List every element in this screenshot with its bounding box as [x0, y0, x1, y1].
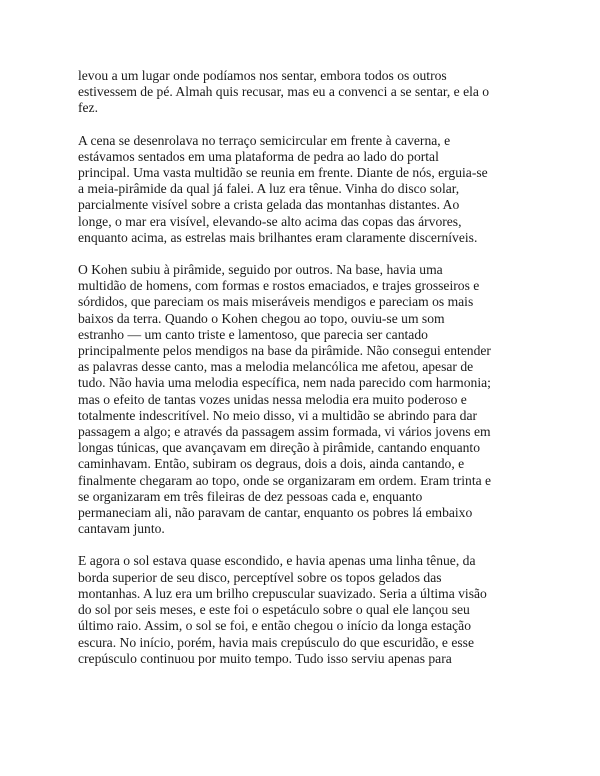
body-text: [78, 68, 538, 683]
text-line: escura. No início, porém, havia mais crepúsculo do que escuridão, e esse: [78, 634, 474, 650]
text-line: parcialmente visível sobre a crista gelada das montanhas distantes. Ao: [78, 197, 460, 213]
text-line: longe, o mar era visível, elevando-se alto acima das copas das árvores,: [78, 213, 462, 229]
text-line: O Kohen subiu à pirâmide, seguido por outros. Na base, havia uma: [78, 262, 443, 278]
paragraph-1: [78, 68, 538, 117]
text-line: levou a um lugar onde podíamos nos sentar, embora todos os outros: [78, 68, 447, 83]
text-line: finalmente chegaram ao topo, onde se organizaram em ordem. Eram trinta e: [78, 472, 492, 488]
text-line: E agora o sol estava quase escondido, e havia apenas uma linha tênue, da: [78, 553, 476, 569]
text-line: montanhas. A luz era um brilho crepuscular suavizado. Seria a última visão: [78, 585, 487, 601]
text-line: estávamos sentados em uma plataforma de pedra ao lado do portal: [78, 148, 439, 164]
text-line: enquanto acima, as estrelas mais brilhantes eram claramente discerníveis.: [78, 229, 478, 245]
paragraph-3: [78, 262, 538, 537]
text-line: último raio. Assim, o sol se foi, e então chegou o início da longa estação: [78, 618, 471, 634]
text-line: sórdidos, que pareciam os mais miseráveis mendigos e pareciam os mais: [78, 294, 474, 310]
text-line: multidão de homens, com formas e rostos emaciados, e trajes grosseiros e: [78, 278, 480, 294]
text-line: tudo. Não havia uma melodia específica, nem nada parecido com harmonia;: [78, 375, 491, 391]
text-line: A cena se desenrolava no terraço semicircular em frente à caverna, e: [78, 132, 451, 148]
text-line: baixos da terra. Quando o Kohen chegou ao topo, ouviu-se um som: [78, 310, 445, 326]
text-line: principal. Uma vasta multidão se reunia em frente. Diante de nós, erguia-se: [78, 165, 488, 181]
text-line: caminhavam. Então, subiram os degraus, dois a dois, ainda cantando, e: [78, 456, 465, 472]
text-line: borda superior de seu disco, perceptível sobre os topos gelados das: [78, 569, 442, 585]
paragraph-4: [78, 553, 538, 666]
text-line: permaneciam ali, não paravam de cantar, enquanto os pobres lá embaixo: [78, 505, 473, 521]
text-line: passagem a algo; e através da passagem assim formada, vi vários jovens em: [78, 424, 491, 440]
text-line: fez.: [78, 100, 98, 116]
text-line: do sol por seis meses, e este foi o espetáculo sobre o qual ele lançou seu: [78, 602, 470, 618]
text-line: mas o efeito de tantas vozes unidas nessa melodia era muito poderoso e: [78, 391, 467, 407]
text-line: principalmente pelos mendigos na base da pirâmide. Não consegui entender: [78, 343, 491, 359]
text-line: as palavras desse canto, mas a melodia melancólica me afetou, apesar de: [78, 359, 474, 375]
text-line: crepúsculo continuou por muito tempo. Tudo isso serviu apenas para: [78, 650, 452, 666]
text-line: estranho — um canto triste e lamentoso, que parecia ser cantado: [78, 326, 428, 342]
text-line: se organizaram em três fileiras de dez pessoas cada e, enquanto: [78, 488, 423, 504]
paragraph-2: [78, 133, 538, 246]
text-line: longas túnicas, que avançavam em direção à pirâmide, cantando enquanto: [78, 440, 480, 456]
text-line: cantavam junto.: [78, 521, 165, 537]
text-line: a meia-pirâmide da qual já falei. A luz era tênue. Vinha do disco solar,: [78, 181, 460, 197]
text-line: totalmente indescritível. No meio disso, vi a multidão se abrindo para dar: [78, 407, 478, 423]
text-line: estivessem de pé. Almah quis recusar, mas eu a convenci a se sentar, e ela o: [78, 84, 490, 100]
